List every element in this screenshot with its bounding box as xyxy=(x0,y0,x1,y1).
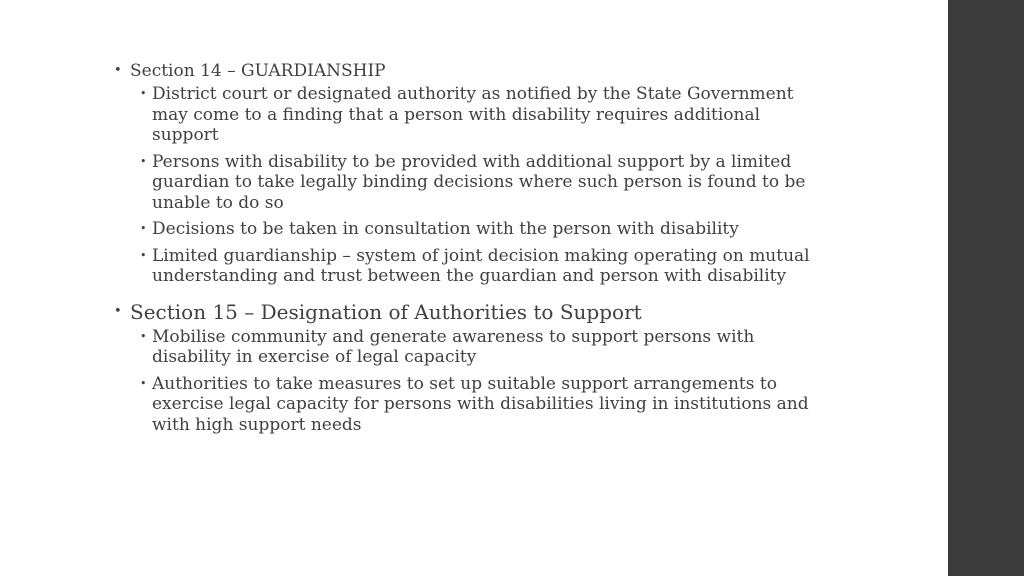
list-item xyxy=(130,219,832,240)
list-item-text: District court or designated authority as notified by the State Government may come to a finding that a person with disability requires additional support xyxy=(152,84,794,145)
slide-content xyxy=(112,60,832,435)
section-14 xyxy=(112,60,832,287)
list-item xyxy=(130,327,832,368)
bullet-icon: • xyxy=(140,376,147,390)
list-item xyxy=(130,152,832,214)
list-item-text: Limited guardianship – system of joint decision making operating on mutual understanding and trust between the guardian and person with disability xyxy=(152,245,810,286)
section-15 xyxy=(112,299,832,436)
side-bar xyxy=(948,0,1024,576)
section-15-items xyxy=(130,327,832,436)
section-list xyxy=(112,60,832,435)
list-item-text: Persons with disability to be provided with additional support by a limited guardian to take legally binding decisions where such person is found to be unable to do so xyxy=(152,151,806,213)
list-item-text: Decisions to be taken in consultation with the person with disability xyxy=(152,219,739,239)
list-item xyxy=(130,246,832,287)
bullet-icon: • xyxy=(140,87,147,100)
section-14-items xyxy=(130,84,832,287)
list-item xyxy=(130,84,832,146)
bullet-icon: • xyxy=(114,303,122,319)
bullet-icon: • xyxy=(140,248,147,262)
bullet-icon: • xyxy=(140,222,147,235)
list-item-text: Mobilise community and generate awareness to support persons with disability in exercise of legal capacity xyxy=(152,326,755,367)
list-item-text: Authorities to take measures to set up suitable support arrangements to exercise legal capacity for persons with disabilities living in institutions and with high support needs xyxy=(152,373,809,435)
section-14-heading: Section 14 – GUARDIANSHIP xyxy=(130,61,386,81)
section-15-heading: Section 15 – Designation of Authorities to Support xyxy=(130,299,642,324)
bullet-icon: • xyxy=(114,63,122,78)
bullet-icon: • xyxy=(140,329,147,343)
bullet-icon: • xyxy=(140,154,147,168)
list-item xyxy=(130,374,832,436)
